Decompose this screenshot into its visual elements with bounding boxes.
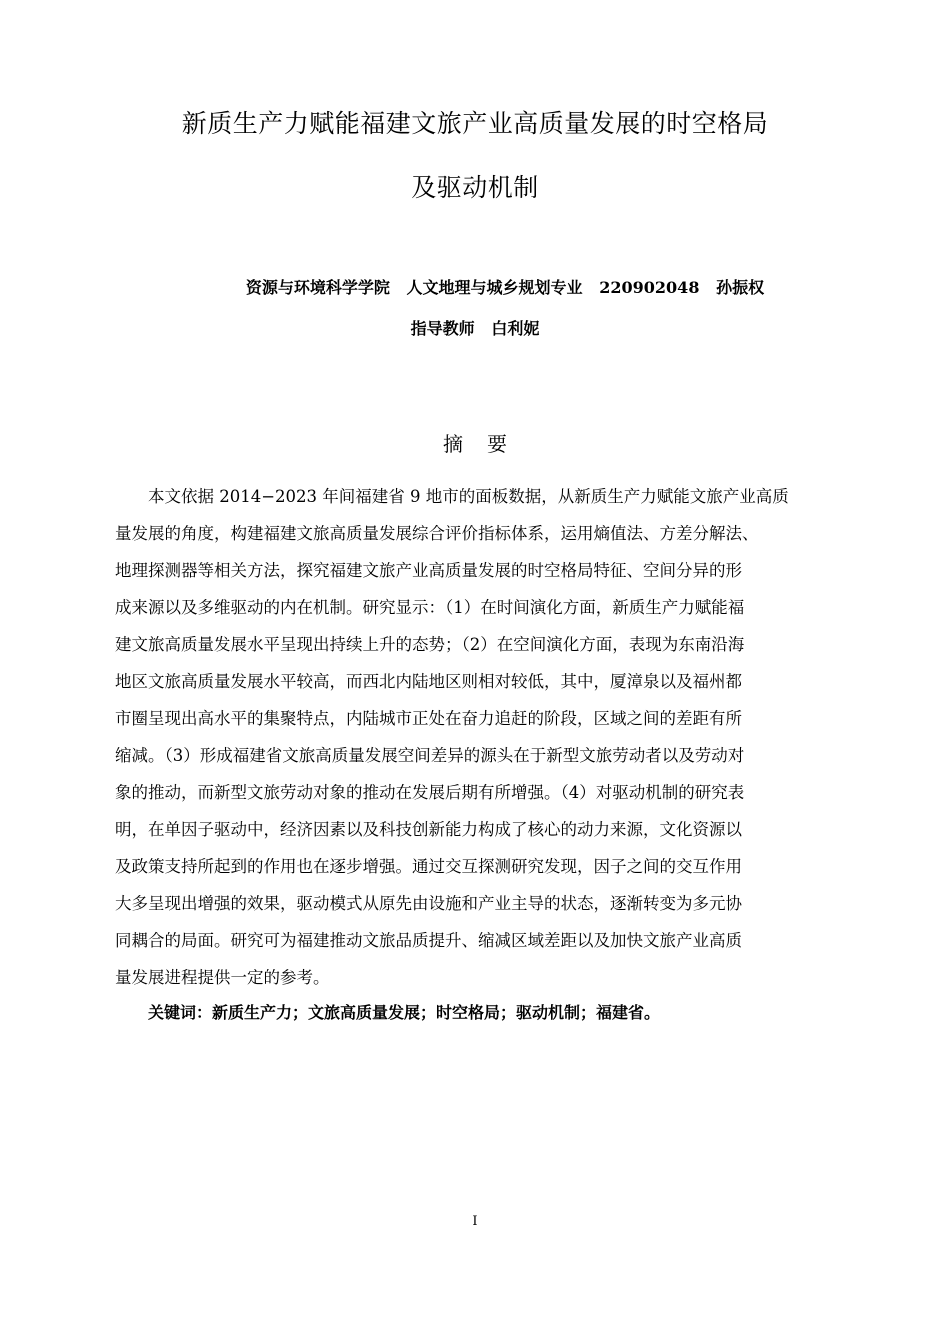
paper-title-line-2: 及驱动机制 [411,173,539,202]
page-number: I [472,1214,478,1229]
author-affiliation-line: 资源与环境科学学院 人文地理与城乡规划专业 220902048 孙振权 [245,278,765,297]
abstract-line: 量发展进程提供一定的参考。 [115,968,330,987]
abstract-line: 明，在单因子驱动中，经济因素以及科技创新能力构成了核心的动力来源，文化资源以 [115,820,742,839]
abstract-line: 及政策支持所起到的作用也在逐步增强。通过交互探测研究发现，因子之间的交互作用 [115,857,742,876]
abstract-line: 建文旅高质量发展水平呈现出持续上升的态势；（2）在空间演化方面，表现为东南沿海 [115,635,745,654]
paper-title-line-1: 新质生产力赋能福建文旅产业高质量发展的时空格局 [181,109,769,138]
keywords-line: 关键词：新质生产力；文旅高质量发展；时空格局；驱动机制；福建省。 [148,1003,661,1022]
abstract-line: 地理探测器等相关方法，探究福建文旅产业高质量发展的时空格局特征、空间分异的形 [115,561,742,580]
abstract-line: 同耦合的局面。研究可为福建推动文旅品质提升、缩减区域差距以及加快文旅产业高质 [115,931,742,950]
abstract-line: 市圈呈现出高水平的集聚特点，内陆城市正处在奋力追赶的阶段，区域之间的差距有所 [115,709,742,728]
abstract-line: 量发展的角度，构建福建文旅高质量发展综合评价指标体系，运用熵值法、方差分解法、 [115,524,759,543]
abstract-heading: 摘要 [443,432,531,456]
abstract-line: 大多呈现出增强的效果，驱动模式从原先由设施和产业主导的状态，逐渐转变为多元协 [115,894,742,913]
advisor-line: 指导教师 白利妮 [410,319,540,338]
abstract-line: 成来源以及多维驱动的内在机制。研究显示：（1）在时间演化方面，新质生产力赋能福 [115,598,745,617]
abstract-body [115,478,875,996]
abstract-line: 缩减。（3）形成福建省文旅高质量发展空间差异的源头在于新型文旅劳动者以及劳动对 [115,746,745,765]
abstract-line: 本文依据 2014−2023 年间福建省 9 地市的面板数据，从新质生产力赋能文旅产业高质 [148,487,789,506]
abstract-line: 象的推动，而新型文旅劳动对象的推动在发展后期有所增强。（4）对驱动机制的研究表 [115,783,745,802]
abstract-line: 地区文旅高质量发展水平较高，而西北内陆地区则相对较低，其中，厦漳泉以及福州都 [115,672,742,691]
